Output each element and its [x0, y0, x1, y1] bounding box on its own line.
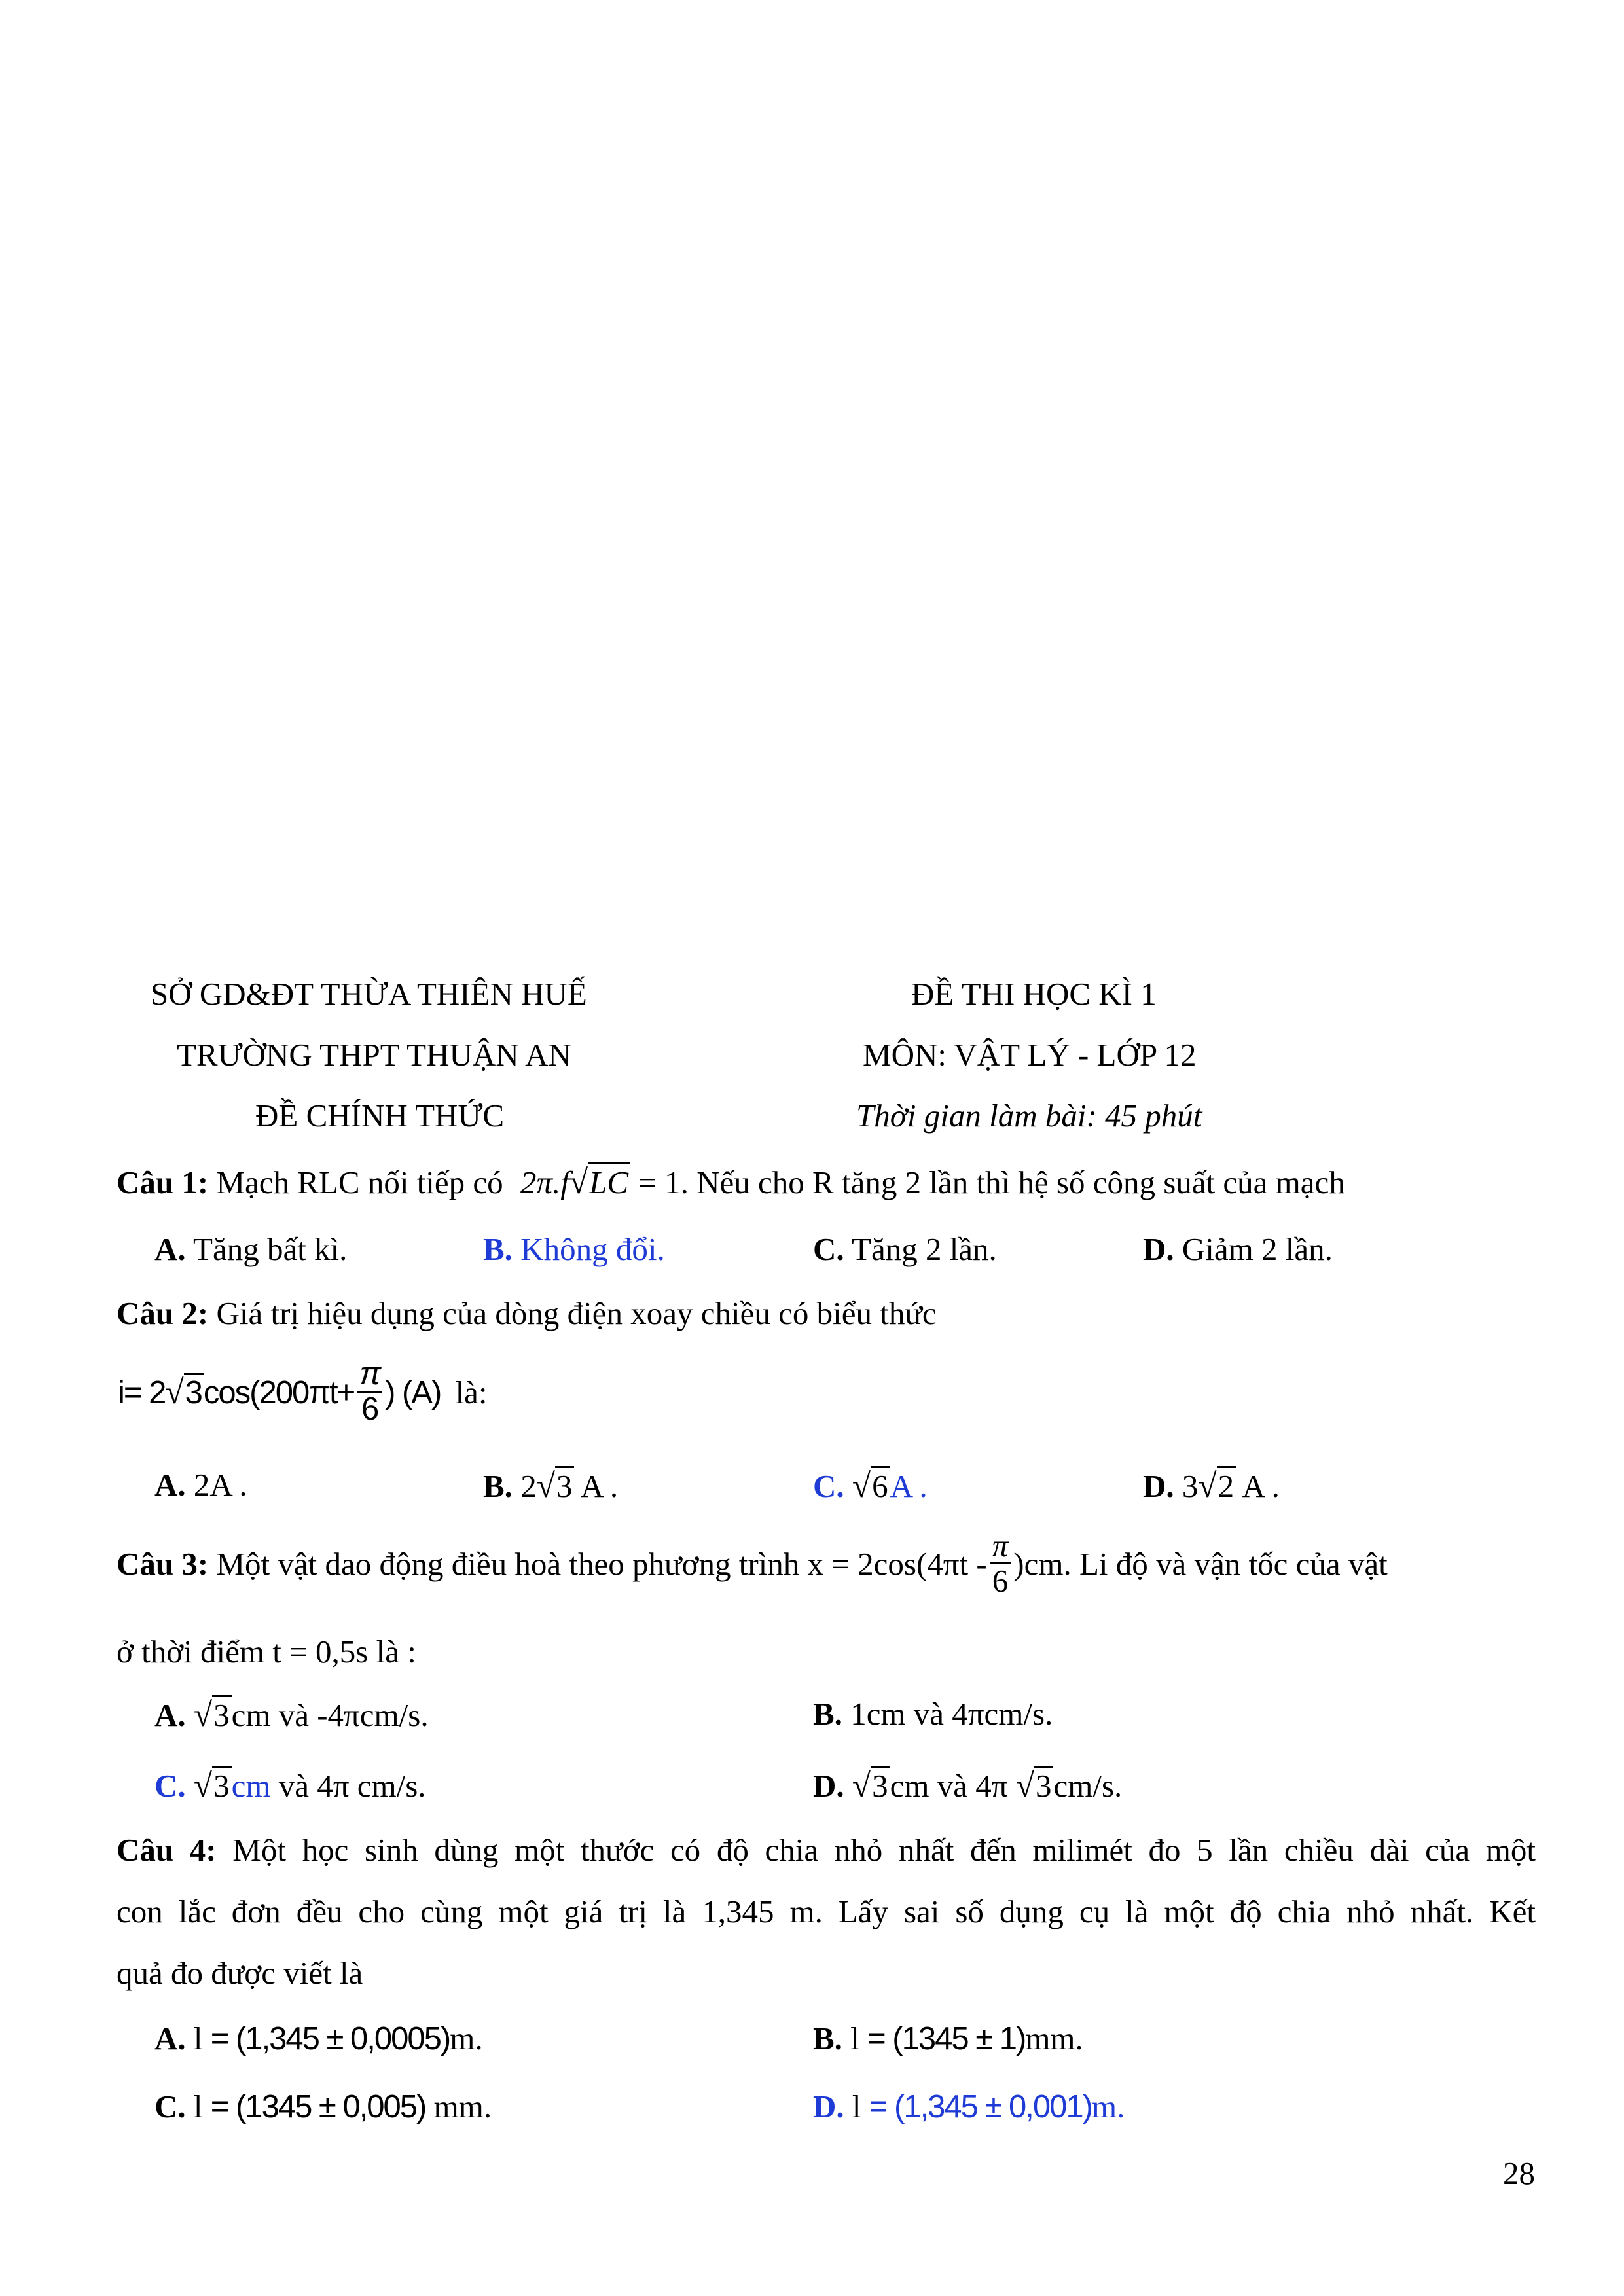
question-2 — [117, 1295, 937, 1333]
page-number: 28 — [1503, 2155, 1535, 2191]
question-3-line2: ở thời điểm t = 0,5s là : — [117, 1634, 416, 1670]
q2-option-b[interactable]: B. 2√3 A . — [483, 1467, 619, 1505]
q4-option-d[interactable]: D. l = (1,345 ± 0,001)m. — [813, 2089, 1125, 2125]
q3-option-b[interactable]: B. 1cm và 4πcm/s. — [813, 1696, 1053, 1732]
q2-option-d[interactable]: D. 3√2 A . — [1143, 1467, 1280, 1505]
question-3-text-b: )cm. Li độ và vận tốc của vật — [1013, 1546, 1388, 1583]
question-1-text-a: Mạch RLC nối tiếp có — [216, 1164, 503, 1200]
question-1 — [117, 1162, 1345, 1203]
question-3-fraction: $\frac{\pi}{6}$ — [990, 1529, 1011, 1598]
question-2-label: Câu 2: — [117, 1295, 209, 1331]
q2-option-a[interactable]: A. 2A . — [154, 1467, 247, 1503]
question-4-line1: Câu 4: Một học sinh dùng một thước có độ chia nhỏ nhất đến milimét đo 5 lần chiều dài của một — [117, 1832, 1536, 1868]
question-4-label: Câu 4: — [117, 1832, 217, 1868]
q1-option-b[interactable]: B. Không đổi. — [483, 1231, 665, 1267]
q4-option-a[interactable]: A. l = (1,345 ± 0,0005)m. — [154, 2020, 483, 2056]
exam-subject: MÔN: VẬT LÝ - LỚP 12 — [863, 1037, 1197, 1073]
question-2-expression: i= 2√3cos(200πt+ $\frac{\pi}{6}$ ) (A) là: — [118, 1356, 488, 1427]
q1-option-a[interactable]: A. Tăng bất kì. — [154, 1231, 348, 1267]
question-3-label: Câu 3: — [117, 1546, 209, 1583]
q1-option-c[interactable]: C. Tăng 2 lần. — [813, 1231, 997, 1267]
school-dept: SỞ GD&ĐT THỪA THIÊN HUẾ — [151, 976, 587, 1012]
q1-option-d[interactable]: D. Giảm 2 lần. — [1143, 1231, 1333, 1267]
question-3 — [117, 1528, 1388, 1602]
exam-title: ĐỀ THI HỌC KÌ 1 — [911, 976, 1157, 1012]
q3-option-a[interactable]: A. √3cm và -4πcm/s. — [154, 1696, 429, 1734]
question-1-formula: 2π.f — [520, 1164, 569, 1200]
school-name: TRƯỜNG THPT THUẬN AN — [177, 1037, 571, 1073]
q4-option-c[interactable]: C. l = (1345 ± 0,005) mm. — [154, 2089, 492, 2125]
exam-duration: Thời gian làm bài: 45 phút — [856, 1098, 1202, 1134]
q3-option-d[interactable]: D. √3cm và 4π √3cm/s. — [813, 1767, 1123, 1804]
question-2-text: Giá trị hiệu dụng của dòng điện xoay chiều có biểu thức — [216, 1295, 937, 1331]
q3-option-c[interactable]: C. √3cm và 4π cm/s. — [154, 1767, 426, 1804]
question-3-text-a: Một vật dao động điều hoà theo phương trình x = 2cos(4πt - — [216, 1546, 987, 1583]
question-1-text-b: = 1. Nếu cho R tăng 2 lần thì hệ số công suất của mạch — [638, 1164, 1345, 1200]
question-4-line3: quả đo được viết là — [117, 1955, 363, 1991]
q2-option-c[interactable]: C. √6A . — [813, 1467, 928, 1505]
question-1-label: Câu 1: — [117, 1164, 209, 1200]
question-1-sqrt: √LC — [569, 1162, 630, 1203]
q4-option-b[interactable]: B. l = (1345 ± 1)mm. — [813, 2020, 1083, 2056]
question-4-line2: con lắc đơn đều cho cùng một giá trị là 1,345 m. Lấy sai số dụng cụ là một độ chia nhỏ nhất. Kết — [117, 1893, 1536, 1929]
official-exam-label: ĐỀ CHÍNH THỨC — [255, 1098, 505, 1134]
